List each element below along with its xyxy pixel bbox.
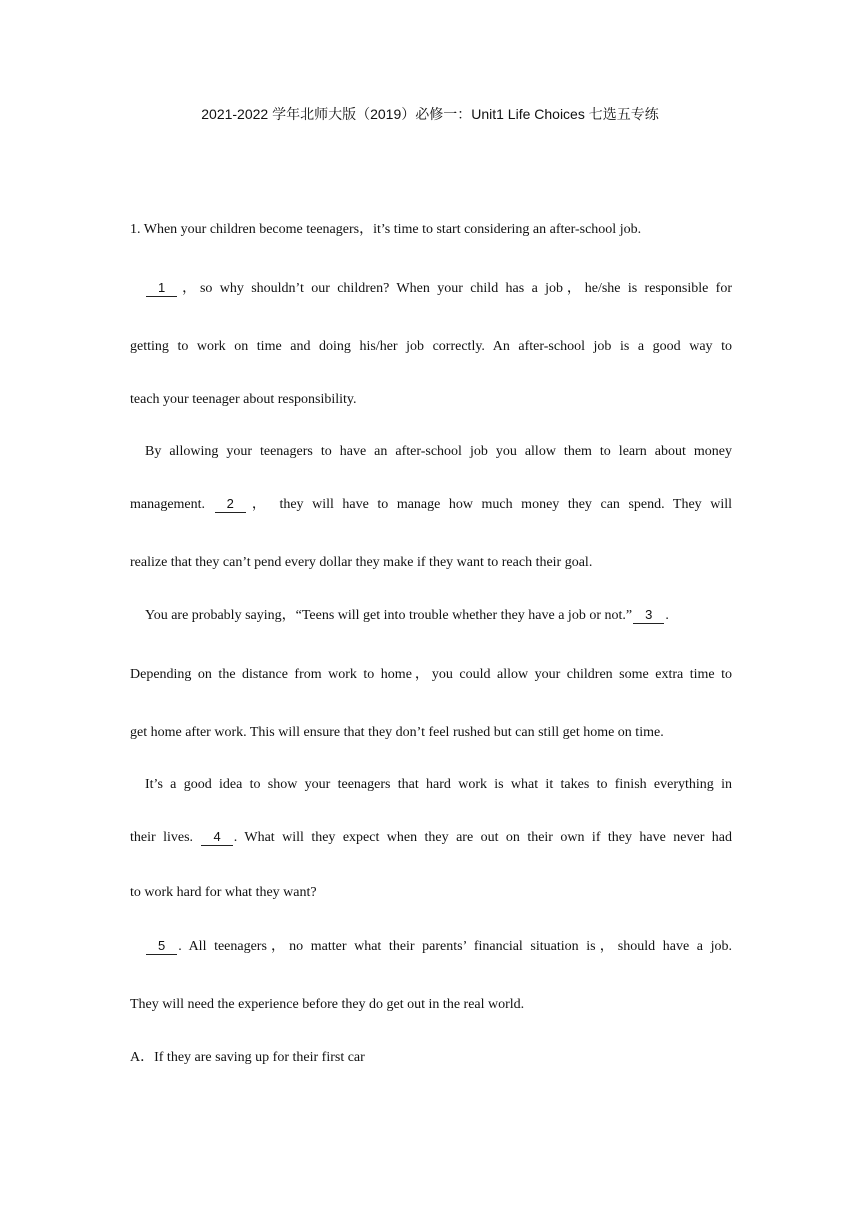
paragraph-1-line-2: getting to work on time and doing his/her job correctly. An after-school job is a good way to (130, 339, 732, 354)
paragraph-2-line-2 (130, 495, 732, 515)
document-title: 2021-2022 学年北师大版（2019）必修一：Unit1 Life Choices 七选五专练 (201, 106, 659, 122)
paragraph-1-line-1 (145, 279, 732, 299)
blank-5[interactable]: 5 (146, 938, 177, 955)
paragraph-3-text-after: . (665, 608, 669, 623)
paragraph-2-line-3: realize that they can’t pend every dollar they make if they want to reach their goal. (130, 555, 593, 570)
blank-1[interactable]: 1 (146, 280, 177, 297)
blank-2[interactable]: 2 (215, 496, 246, 513)
blank-3[interactable]: 3 (633, 607, 664, 624)
paragraph-4-text-before: their lives. (130, 830, 194, 845)
option-a: A．If they are saving up for their first car (130, 1050, 365, 1065)
paragraph-2-text-after: ， they will have to manage how much money they can spend. They will (246, 497, 732, 512)
paragraph-5-line-1 (145, 937, 732, 957)
paragraph-3-line-2: Depending on the distance from work to home，you could allow your children some extra time to (130, 667, 732, 682)
paragraph-1-line-3: teach your teenager about responsibility. (130, 392, 357, 407)
paragraph-4-line-2 (130, 828, 732, 848)
paragraph-4-text-after: . What will they expect when they are out on their own if they have never had (233, 830, 733, 845)
paragraph-2-text-before: management. (130, 497, 206, 512)
paragraph-3-line-1 (145, 606, 732, 626)
paragraph-1-text: ，so why shouldn’t our children? When your child has a job，he/she is responsible for (178, 281, 732, 296)
blank-4[interactable]: 4 (201, 829, 232, 846)
paragraph-3-text-before: You are probably saying，“Teens will get into trouble whether they have a job or not.” (145, 608, 633, 623)
question-intro: 1. When your children become teenagers，it’s time to start considering an after-school job. (130, 222, 642, 237)
paragraph-5-text: . All teenagers，no matter what their parents’ financial situation is，should have a job. (178, 939, 732, 954)
paragraph-4-line-3: to work hard for what they want? (130, 885, 317, 900)
paragraph-4-line-1: It’s a good idea to show your teenagers that hard work is what it takes to finish everything in (145, 777, 732, 792)
paragraph-5-line-2: They will need the experience before they do get out in the real world. (130, 997, 525, 1012)
paragraph-3-line-3: get home after work. This will ensure that they don’t feel rushed but can still get home on time. (130, 725, 664, 740)
paragraph-2-line-1: By allowing your teenagers to have an after-school job you allow them to learn about money (145, 444, 732, 459)
